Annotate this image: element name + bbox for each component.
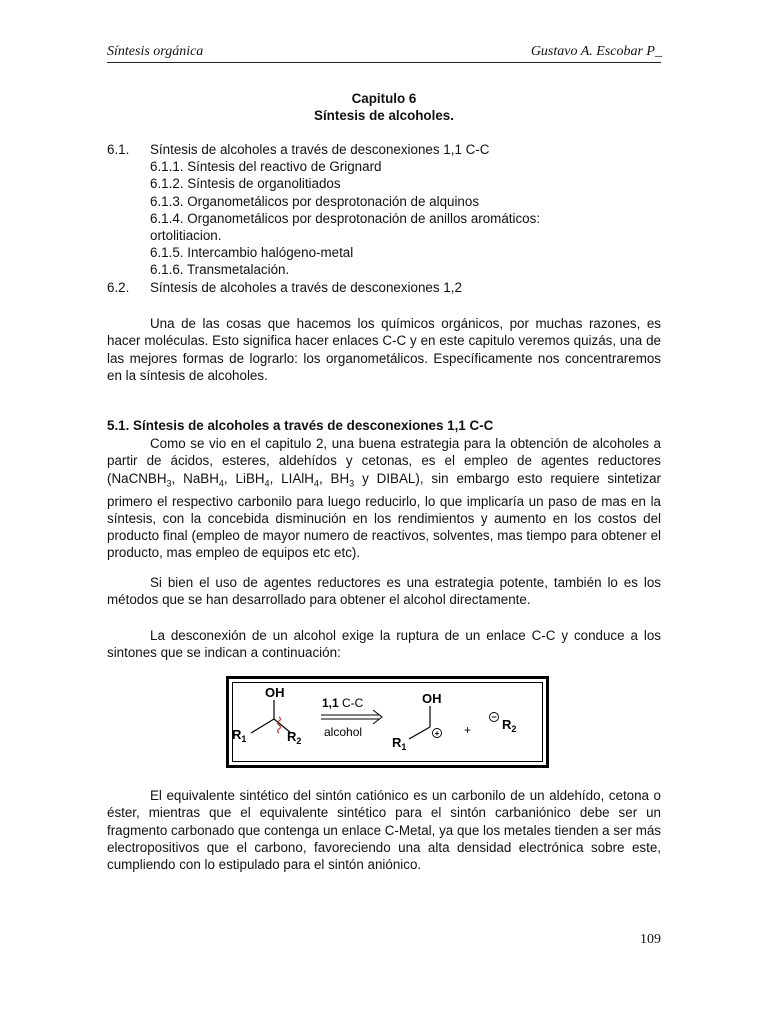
chapter-title: Síntesis de alcoholes.: [314, 108, 454, 123]
toc-item: 6.1.2. Síntesis de organolitiados: [150, 176, 341, 192]
toc-item: 6.1.4. Organometálicos por desprotonación de anillos aromáticos:: [150, 210, 541, 226]
running-header-right: Gustavo A. Escobar P_: [530, 44, 662, 59]
toc-item: 6.1.5. Intercambio halógeno-metal: [150, 245, 354, 261]
toc-item: 6.1. Síntesis de alcoholes a través de desconexiones 1,1 C-C: [107, 142, 490, 157]
plus-sign: +: [464, 723, 472, 737]
bond-line: [409, 727, 430, 739]
r2-label: $R_2$: [287, 729, 302, 746]
retrosynthesis-scheme: [226, 676, 549, 768]
paragraph-synthetic-equivalents: El equivalente sintético del sintón catiónico es un carbonilo de un aldehído, cetona o éster, mientras que el equivalente sintético para el sintón carbaniónico debe ser un fragmento carbonado que contenga un enlace C-Metal, ya que los metales tienden a ser más electropositivos que el carbono, favoreciendo una alta densidad electrónica sobre este, cumpliendo con lo estipulado para el sintón aniónico.: [107, 788, 661, 873]
oh-label: OH: [265, 685, 285, 700]
scheme-drawing: [229, 679, 546, 765]
r2-label: $R_2$: [502, 717, 517, 734]
bond-line: [251, 719, 274, 733]
chapter-number: Capitulo 6: [351, 91, 417, 106]
negative-charge-sign: −: [491, 712, 497, 722]
toc-item: 6.1.3. Organometálicos por desprotonación de alquinos: [150, 193, 480, 209]
retro-arrowhead-icon: [373, 710, 382, 724]
header-rule: [107, 62, 661, 63]
disconnection-wavy-icon: [278, 717, 281, 733]
arrow-top-label: 1,1 C-C: [322, 696, 364, 710]
positive-charge-sign: +: [434, 729, 440, 738]
toc-item: ortolitiacion.: [150, 228, 222, 244]
table-of-contents: [107, 141, 661, 296]
paragraph-direct-methods: Si bien el uso de agentes reductores es una estrategia potente, también lo es los métodos que se han desarrollado para obtener el alcohol directamente.: [107, 575, 661, 608]
intro-paragraph: Una de las cosas que hacemos los químicos orgánicos, por muchas razones, es hacer moléculas. Esto significa hacer enlaces C-C y en este capitulo veremos quizás, una de las mejores formas de lograrlo: los organometálicos. Específicamente nos concentraremos en la síntesis de alcoholes.: [107, 316, 661, 383]
r1-label: $R_1$: [232, 727, 247, 744]
toc-item: 6.1.6. Transmetalación.: [150, 262, 290, 278]
toc-item: 6.2. Síntesis de alcoholes a través de desconexiones 1,2: [107, 279, 462, 295]
paragraph-reducing-agents: Como se vio en el capitulo 2, una buena estrategia para la obtención de alcoholes a partir de ácidos, esteres, aldehídos y cetonas, es el empleo de agentes reductores (NaCNBH$_3$, NaBH$_4$, LiBH$_4$, LIAlH$_4$, $BH_3$ y DIBAL), sin embargo esto requiere sintetizar primero el respectivo carbonilo para luego reducirlo, lo que implicaría un paso de mas en la síntesis, con la concebida disminución en los rendimientos y aumento en los costos del producto final (empleo de mayor numero de reactivos, solventes, mas tiempo para obtener el producto, mas empleo de equipos etc etc).: [107, 436, 661, 561]
page-number: 109: [640, 932, 661, 947]
running-header-left: Síntesis orgánica: [107, 44, 204, 59]
section-heading: 5.1. Síntesis de alcoholes a través de desconexiones 1,1 C-C: [107, 418, 494, 433]
toc-item: 6.1.1. Síntesis del reactivo de Grignard: [150, 159, 382, 175]
oh-label: OH: [422, 691, 442, 706]
paragraph-disconnection: La desconexión de un alcohol exige la ruptura de un enlace C-C y conduce a los sintones que se indican a continuación:: [107, 628, 661, 661]
arrow-bottom-label: alcohol: [324, 725, 363, 739]
r1-label: $R_1$: [392, 735, 407, 752]
